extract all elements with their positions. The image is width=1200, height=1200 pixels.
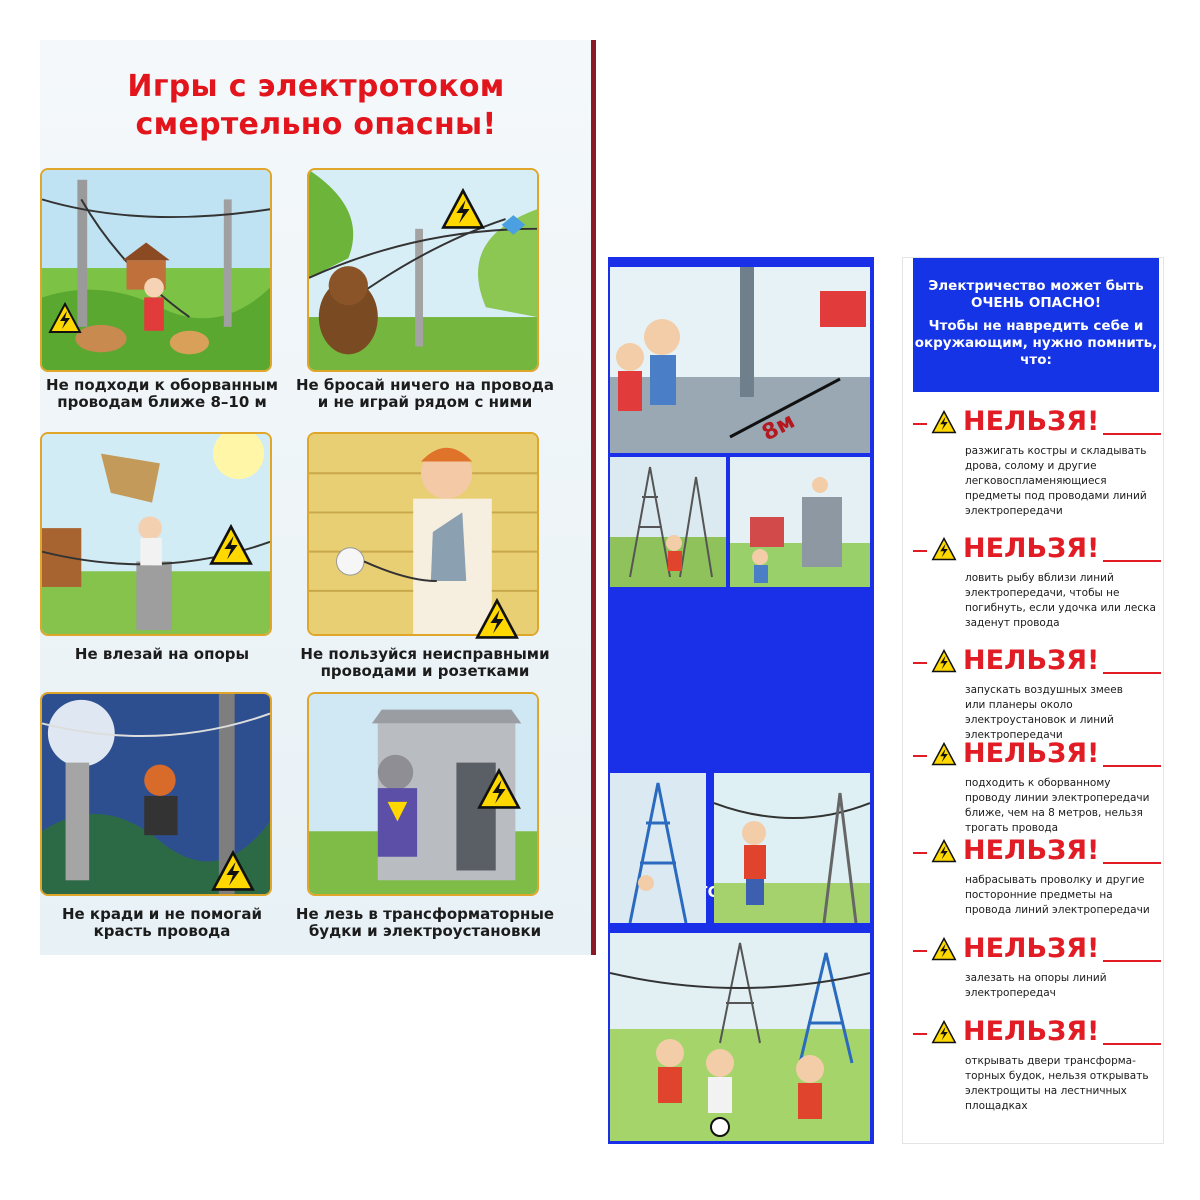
caption-line: Не бросай ничего на провода bbox=[295, 376, 555, 394]
high-voltage-warning-icon bbox=[931, 839, 957, 863]
rule-line: подходить к оборванному bbox=[965, 777, 1111, 789]
poster-title-line-1: Игры с электротоком bbox=[127, 69, 505, 104]
illustration-boy-shocked bbox=[714, 773, 870, 923]
leaflet-cover bbox=[608, 257, 874, 1144]
rule-line: разжигать костры и складывать bbox=[965, 445, 1147, 457]
caption-line: и не играй рядом с ними bbox=[317, 393, 533, 411]
illustration-kids-football bbox=[610, 933, 870, 1141]
high-voltage-warning-icon bbox=[210, 850, 256, 892]
panel-caption-3 bbox=[32, 646, 292, 663]
caption-line: Не влезай на опоры bbox=[74, 645, 250, 663]
caption-line: проводам ближе 8–10 м bbox=[57, 393, 267, 411]
high-voltage-warning-icon bbox=[931, 742, 957, 766]
rule-line: заденут провода bbox=[965, 617, 1060, 629]
rule-heading bbox=[903, 406, 1165, 440]
safety-poster bbox=[40, 40, 596, 955]
illustration-children-street bbox=[610, 267, 870, 453]
caption-line: Не подходи к оборванным bbox=[46, 376, 278, 394]
panel-caption-6 bbox=[295, 906, 555, 940]
rule-line: трогать провода bbox=[965, 822, 1059, 834]
illustration-kids-near-transformer bbox=[730, 457, 870, 587]
poster-title-line-2: смертельно опасны! bbox=[135, 107, 497, 142]
rule-line: запускать воздушных змеев bbox=[965, 684, 1123, 696]
rule-line: электропередач bbox=[965, 987, 1056, 999]
high-voltage-warning-icon bbox=[476, 768, 522, 810]
rule-line: или планеры около bbox=[965, 699, 1073, 711]
high-voltage-warning-icon bbox=[931, 410, 957, 434]
forbidden-label: НЕЛЬЗЯ! bbox=[963, 738, 1100, 769]
high-voltage-warning-icon bbox=[474, 598, 520, 640]
rule-line: электропередачи, чтобы не bbox=[965, 587, 1120, 599]
illustration-broken-wires bbox=[40, 168, 272, 372]
caption-line: проводами и розетками bbox=[320, 662, 530, 680]
high-voltage-warning-icon bbox=[931, 1020, 957, 1044]
rule-line: посторонние предметы на bbox=[965, 889, 1113, 901]
rule-text bbox=[965, 776, 1161, 836]
header-line: ОЧЕНЬ ОПАСНО! bbox=[971, 295, 1101, 311]
panel-caption-1 bbox=[32, 377, 292, 411]
rule-text bbox=[965, 873, 1161, 918]
rule-line: ближе, чем на 8 метров, нельзя bbox=[965, 807, 1143, 819]
panel-caption-4 bbox=[295, 646, 555, 680]
rule-line: ловить рыбу вблизи линий bbox=[965, 572, 1114, 584]
rule-heading bbox=[903, 835, 1165, 869]
high-voltage-warning-icon bbox=[931, 649, 957, 673]
rule-text bbox=[965, 971, 1161, 1001]
panel-caption-5 bbox=[32, 906, 292, 940]
caption-line: Не лезь в трансформаторные bbox=[295, 905, 555, 923]
rule-line: электрощиты на лестничных bbox=[965, 1085, 1127, 1097]
rule-heading bbox=[903, 533, 1165, 567]
rule-heading bbox=[903, 1016, 1165, 1050]
rule-heading bbox=[903, 933, 1165, 967]
rule-heading bbox=[903, 645, 1165, 679]
rule-line: дрова, солому и другие bbox=[965, 460, 1097, 472]
rule-line: провода линий электропередачи bbox=[965, 904, 1150, 916]
illustration-tower-climbing bbox=[610, 773, 706, 923]
rule-line: предметы под проводами линий bbox=[965, 490, 1147, 502]
high-voltage-warning-icon bbox=[48, 302, 82, 334]
distance-label: 8м bbox=[758, 408, 800, 447]
rule-heading bbox=[903, 738, 1165, 772]
header-line: Электричество может быть bbox=[928, 278, 1144, 294]
high-voltage-warning-icon bbox=[931, 537, 957, 561]
forbidden-label: НЕЛЬЗЯ! bbox=[963, 533, 1100, 564]
forbidden-label: НЕЛЬЗЯ! bbox=[963, 645, 1100, 676]
poster-title bbox=[40, 68, 592, 144]
rule-line: торных будок, нельзя открывать bbox=[965, 1070, 1149, 1082]
rule-line: легковоспламеняющиеся bbox=[965, 475, 1107, 487]
panel-caption-2 bbox=[295, 377, 555, 411]
high-voltage-warning-icon bbox=[208, 524, 254, 566]
rule-line: залезать на опоры линий bbox=[965, 972, 1107, 984]
caption-line: Не пользуйся неисправными bbox=[300, 645, 550, 663]
caption-line: будки и электроустановки bbox=[308, 922, 542, 940]
forbidden-label: НЕЛЬЗЯ! bbox=[963, 933, 1100, 964]
rule-line: электроустановок и линий bbox=[965, 714, 1114, 726]
rule-line: погибнуть, если удочка или леска bbox=[965, 602, 1156, 614]
rule-text bbox=[965, 1054, 1161, 1114]
illustration-power-tower-kids bbox=[610, 457, 726, 587]
forbidden-label: НЕЛЬЗЯ! bbox=[963, 835, 1100, 866]
rule-text bbox=[965, 683, 1161, 743]
rule-line: площадках bbox=[965, 1100, 1028, 1112]
rule-line: набрасывать проволку и другие bbox=[965, 874, 1145, 886]
forbidden-label: НЕЛЬЗЯ! bbox=[963, 1016, 1100, 1047]
rule-line: открывать двери трансформа- bbox=[965, 1055, 1136, 1067]
header-line: окружающим, нужно помнить, что: bbox=[914, 335, 1158, 368]
caption-line: красть провода bbox=[93, 922, 231, 940]
leaflet-rules bbox=[902, 257, 1164, 1144]
rules-header bbox=[913, 258, 1159, 392]
caption-line: Не кради и не помогай bbox=[61, 905, 263, 923]
high-voltage-warning-icon bbox=[931, 937, 957, 961]
illustration-kite-on-wires bbox=[307, 168, 539, 372]
header-line: Чтобы не навредить себе и bbox=[928, 318, 1144, 334]
rule-text bbox=[965, 444, 1161, 519]
rule-line: проводу линии электропередачи bbox=[965, 792, 1150, 804]
rule-line: электропередачи bbox=[965, 729, 1063, 741]
rule-text bbox=[965, 571, 1161, 631]
high-voltage-warning-icon bbox=[440, 188, 486, 230]
rule-line: электропередачи bbox=[965, 505, 1063, 517]
forbidden-label: НЕЛЬЗЯ! bbox=[963, 406, 1100, 437]
